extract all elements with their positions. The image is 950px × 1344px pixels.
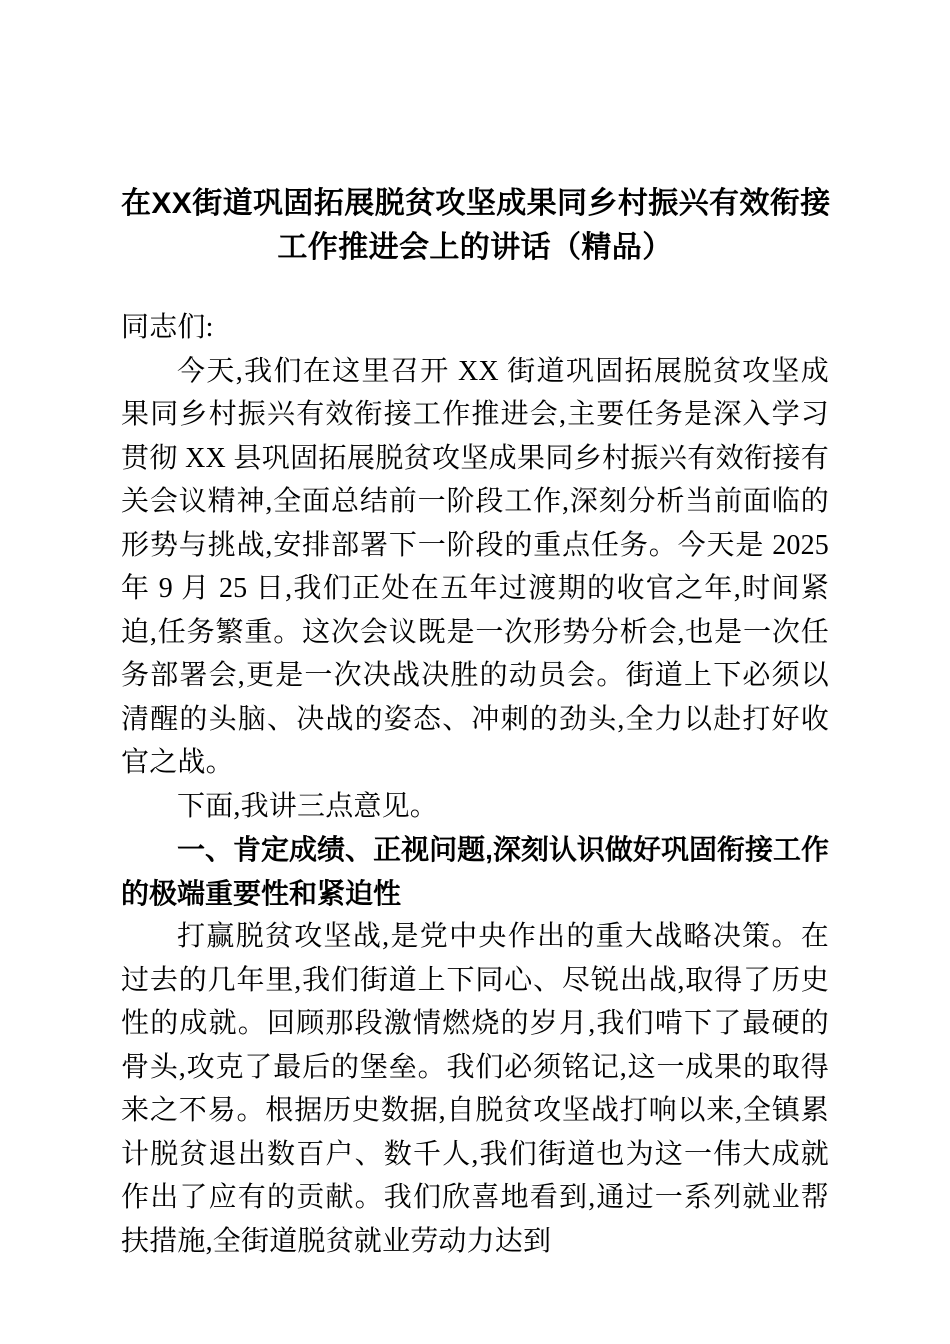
paragraph-transition: 下面,我讲三点意见。 (177, 790, 439, 822)
salutation: 同志们: (121, 312, 214, 343)
section-1-paragraph-1: 打赢脱贫攻坚战,是党中央作出的重大战略决策。在过去的几年里,我们街道上下同心、尽锐出战,取得了历史性的成就。回顾那段激情燃烧的岁月,我们啃下了最硬的骨头,攻克了最后的堡垒。我们必须铭记,这一成果的取得来之不易。根据历史数据,自脱贫攻坚战打响以来,全镇累计脱贫退出数百户、数千人,我们街道也为这一伟大成就作出了应有的贡献。我们欣喜地看到,通过一系列就业帮扶措施,全街道脱贫就业劳动力达到 (121, 921, 829, 1257)
document-content (121, 182, 829, 1263)
section-heading-1: 一、肯定成绩、正视问题,深刻认识做好巩固衔接工作的极端重要性和紧迫性 (121, 834, 829, 909)
page-title (121, 182, 829, 270)
paragraph-opening: 今天,我们在这里召开 XX 街道巩固拓展脱贫攻坚成果同乡村振兴有效衔接工作推进会,主要任务是深入学习贯彻 XX 县巩固拓展脱贫攻坚成果同乡村振兴有效衔接有关会议精神,全面总结前一阶段工作,深刻分析当前面临的形势与挑战,安排部署下一阶段的重点任务。今天是 2025 年 9 月 25 日,我们正处在五年过渡期的收官之年,时间紧迫,任务繁重。这次会议既是一次形势分析会,也是一次任务部署会,更是一次决战决胜的动员会。街道上下必须以清醒的头脑、决战的姿态、冲刺的劲头,全力以赴打好收官之战。 (121, 355, 829, 778)
page-title-line-2: 工作推进会上的讲话（精品） (277, 231, 673, 264)
page-title-line-1: 在XX街道巩固拓展脱贫攻坚成果同乡村振兴有效衔接 (121, 187, 831, 220)
document-body (121, 306, 829, 1263)
